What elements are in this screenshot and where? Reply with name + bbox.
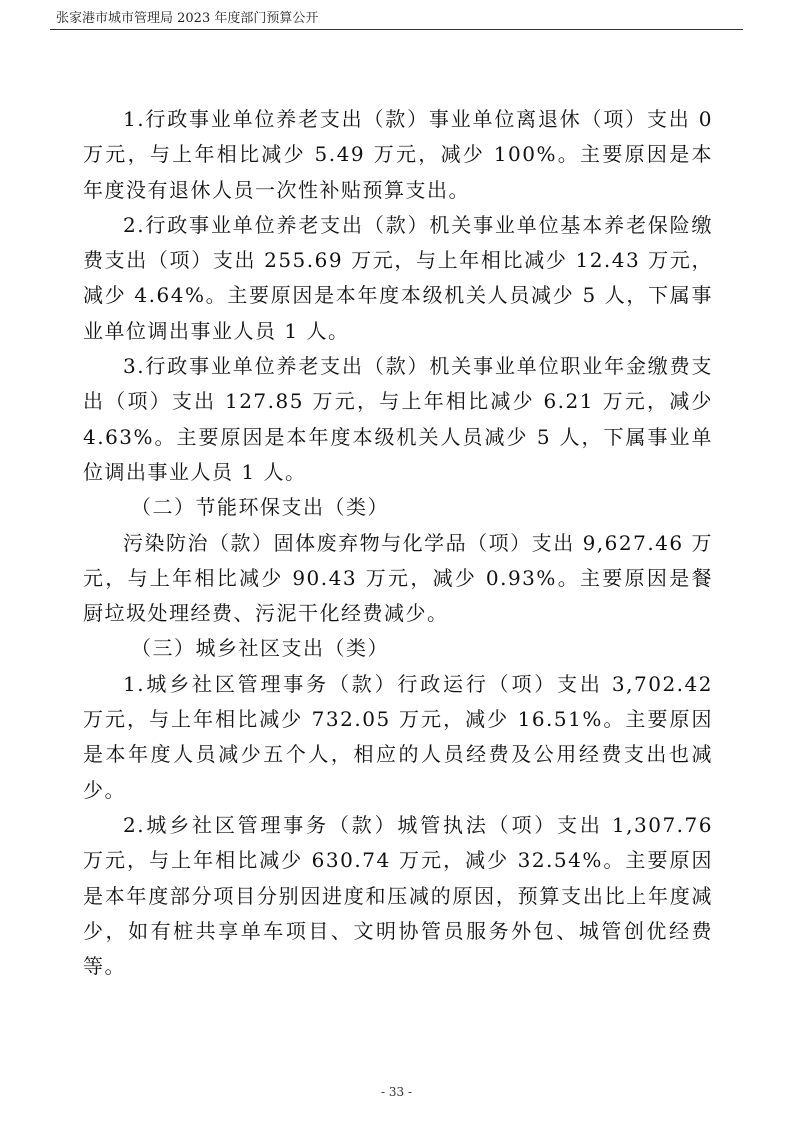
page-number: - 33 -: [380, 1085, 412, 1099]
paragraph-pollution-control: 污染防治（款）固体废弃物与化学品（项）支出 9,627.46 万元，与上年相比减少 90.43 万元，减少 0.93%。主要原因是餐厨垃圾处理经费、污泥干化经费减少。: [83, 530, 713, 626]
paragraph-urban-enforcement: 2.城乡社区管理事务（款）城管执法（项）支出 1,307.76 万元，与上年相比减少 630.74 万元，减少 32.54%。主要原因是本年度部分项目分别因进度和压减的原因，预算支出比上年度减少，如有桩共享单车项目、文明协管员服务外包、城管创优经费等。: [83, 812, 713, 979]
document-body: [83, 102, 713, 984]
page-header: [56, 10, 737, 30]
paragraph-occupational-annuity: 3.行政事业单位养老支出（款）机关事业单位职业年金缴费支出（项）支出 127.85 万元，与上年相比减少 6.21 万元，减少 4.63%。主要原因是本年度本级机关人员减少 5 人，下属事业单位调出事业人员 1 人。: [83, 354, 713, 484]
header-rule: [50, 29, 743, 30]
paragraph-administrative-operation: 1.城乡社区管理事务（款）行政运行（项）支出 3,702.42 万元，与上年相比减少 732.05 万元，减少 16.51%。主要原因是本年度人员减少五个人，相应的人员经费及公用经费支出也减少。: [83, 671, 713, 802]
section-heading-urban-rural: （三）城乡社区支出（类）: [131, 636, 389, 661]
paragraph-pension-retirement: 1.行政事业单位养老支出（款）事业单位离退休（项）支出 0 万元，与上年相比减少 5.49 万元，减少 100%。主要原因是本年度没有退休人员一次性补贴预算支出。: [83, 107, 713, 202]
header-title: 张家港市城市管理局 2023 年度部门预算公开: [56, 11, 319, 26]
section-heading-energy-environment: （二）节能环保支出（类）: [131, 495, 389, 520]
paragraph-pension-insurance: 2.行政事业单位养老支出（款）机关事业单位基本养老保险缴费支出（项）支出 255.69 万元，与上年相比减少 12.43 万元，减少 4.64%。主要原因是本年度本级机关人员减少 5 人，下属事业单位调出事业人员 1 人。: [83, 212, 713, 343]
